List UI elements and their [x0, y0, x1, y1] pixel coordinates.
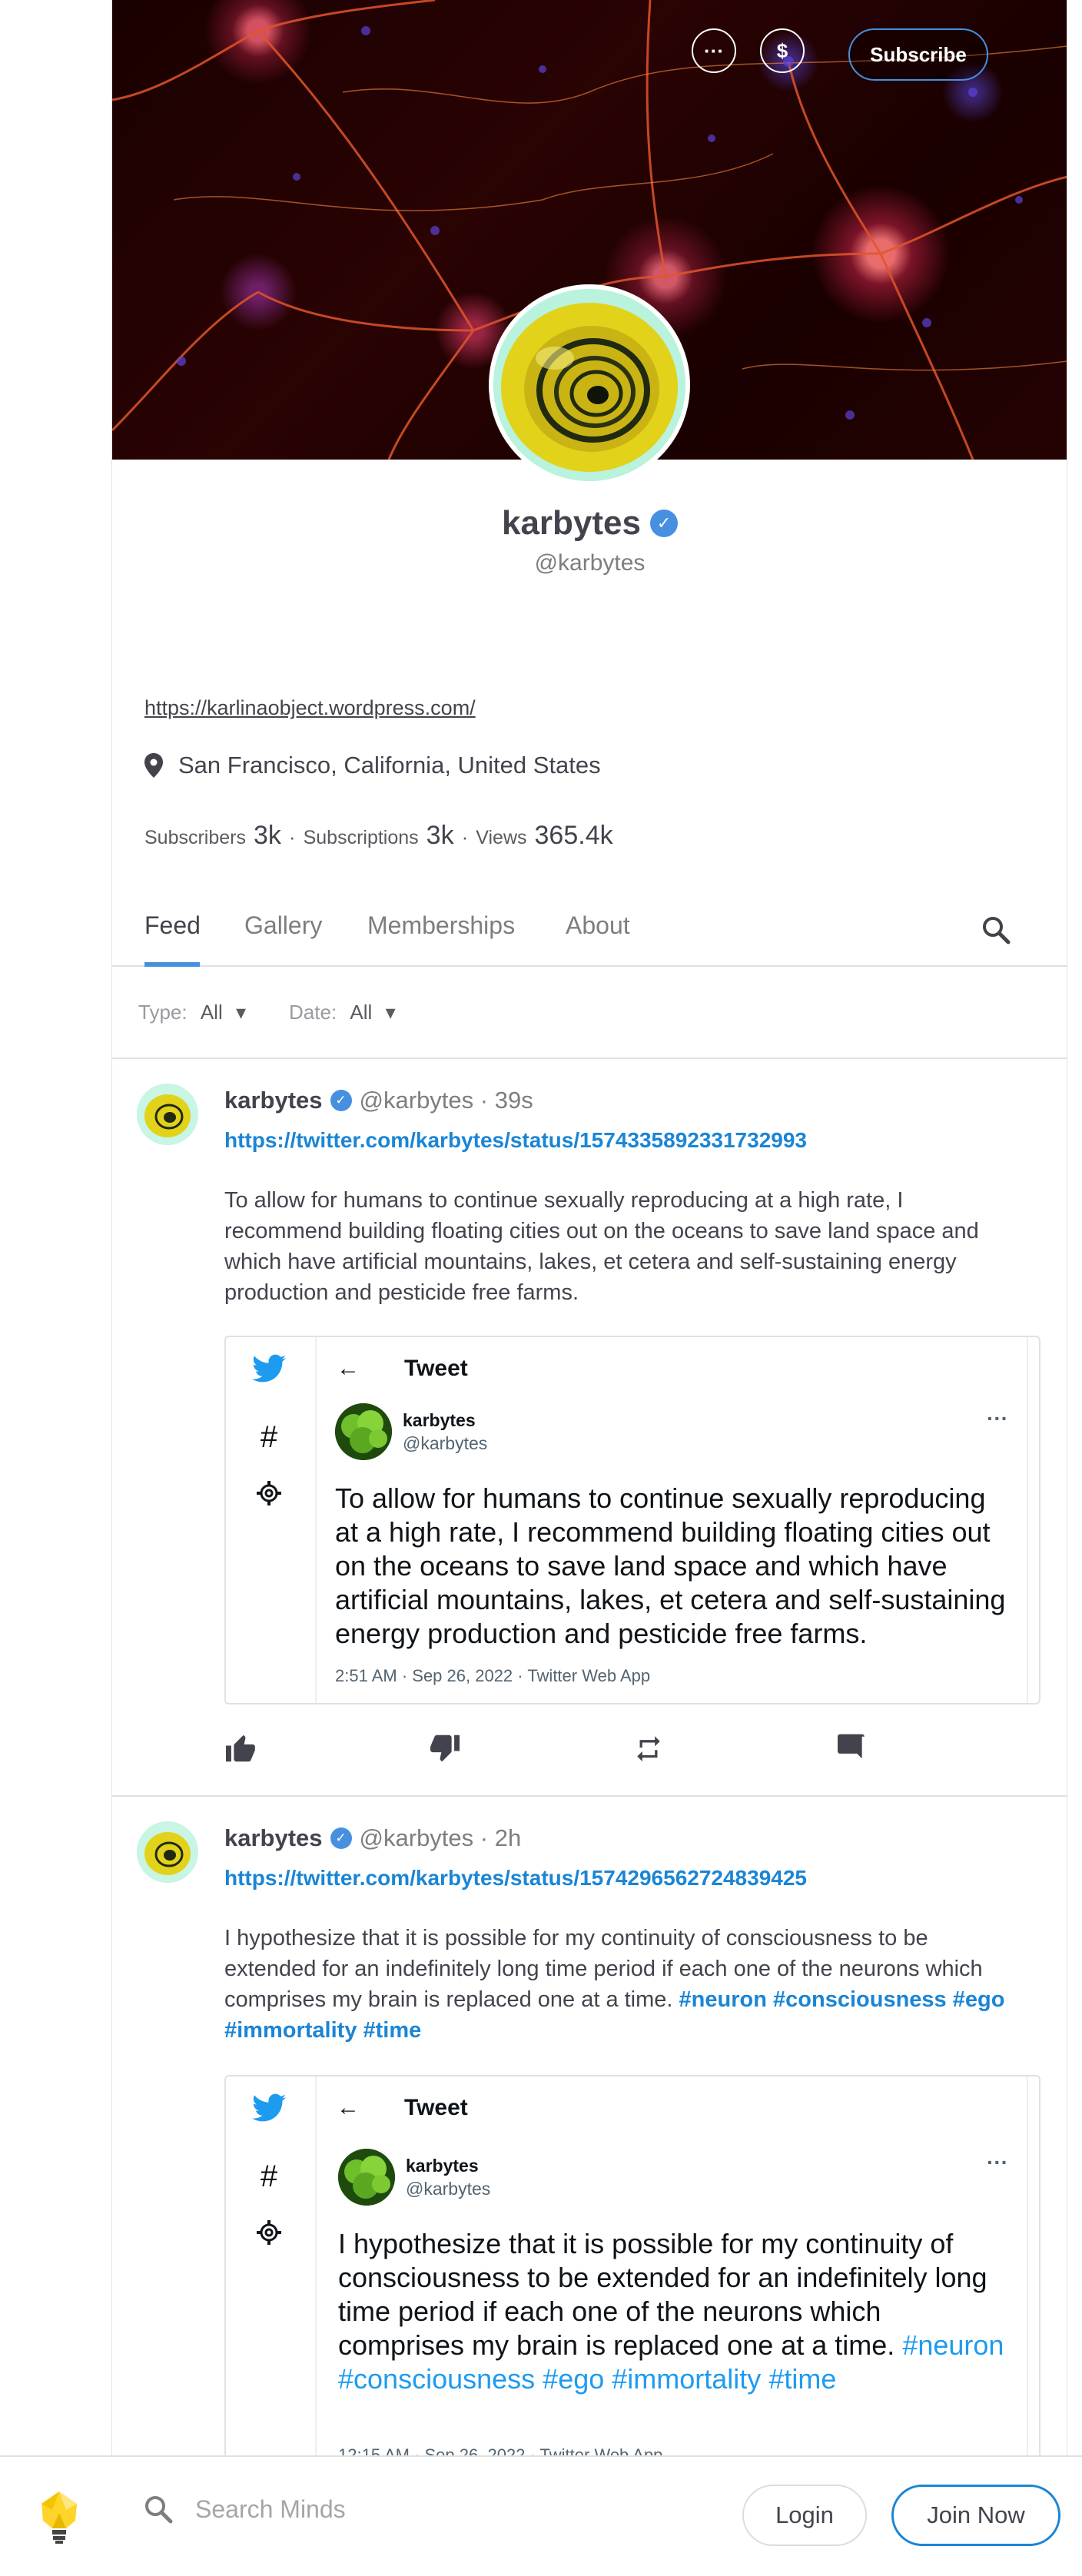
- verified-icon: ✓: [330, 1090, 352, 1111]
- hashtag-link[interactable]: #ego: [952, 1987, 1005, 2012]
- tweet-header: [337, 1356, 468, 1382]
- join-now-button[interactable]: Join Now: [891, 2485, 1060, 2546]
- channel-tabs: [112, 891, 1067, 967]
- hashtag-link[interactable]: #neuron: [679, 1987, 767, 2012]
- post-text: To allow for humans to continue sexually reproducing at a high rate, I recommend building floating cities out on the oceans to save land space and which have artificial mountains, lakes, et cetera and self-sustaining energy production and pesticide free farms.: [224, 1188, 979, 1305]
- bottom-bar: [0, 2455, 1082, 2576]
- type-filter-label: Type:: [138, 1000, 188, 1024]
- twitter-logo-icon: [246, 2093, 292, 2126]
- post-author-avatar[interactable]: [137, 1821, 198, 1883]
- channel-page: [112, 0, 1067, 2576]
- tweet-more-icon[interactable]: ···: [987, 1406, 1008, 1430]
- channel-name-row: [112, 504, 1067, 543]
- post-actions: [224, 1734, 1042, 1767]
- hashtag-icon: #: [260, 1420, 278, 1454]
- views-label: Views: [476, 827, 527, 848]
- avatar-image: [493, 289, 685, 481]
- tweet-user-avatar[interactable]: [335, 1403, 392, 1460]
- channel-handle: @karbytes: [534, 550, 646, 576]
- post-handle-time[interactable]: @karbytes · 2h: [359, 1824, 522, 1851]
- remind-button[interactable]: [633, 1734, 838, 1767]
- tab-gallery[interactable]: Gallery: [244, 911, 323, 939]
- tab-feed[interactable]: Feed: [144, 911, 201, 939]
- type-filter-value: All: [200, 1000, 223, 1024]
- post-author-name[interactable]: karbytes: [224, 1824, 323, 1851]
- search-channel-button[interactable]: [981, 915, 1011, 949]
- gear-icon: [246, 2219, 292, 2249]
- tweet-text: [338, 2227, 1007, 2396]
- avatar-image: [137, 1084, 198, 1145]
- twitter-sidebar: [226, 1337, 317, 1703]
- subscribe-button[interactable]: Subscribe: [848, 28, 988, 81]
- channel-stats: [144, 821, 613, 851]
- tab-memberships[interactable]: Memberships: [367, 911, 516, 939]
- post-handle-time[interactable]: @karbytes · 39s: [359, 1087, 533, 1114]
- back-arrow-icon[interactable]: ←: [337, 2095, 360, 2120]
- chevron-down-icon: ▾: [385, 1000, 396, 1024]
- comment-button[interactable]: [838, 1734, 1042, 1767]
- date-filter[interactable]: [289, 1001, 396, 1024]
- tweet-title: Tweet: [404, 2095, 468, 2120]
- date-filter-value: All: [350, 1000, 373, 1024]
- tweet-user-handle[interactable]: @karbytes: [403, 1433, 488, 1453]
- tweet-body: [317, 1337, 1028, 1703]
- twitter-sidebar: [226, 2076, 317, 2490]
- dollar-icon: $: [776, 38, 788, 62]
- tweet-user: [338, 2149, 490, 2206]
- tab-about[interactable]: About: [566, 911, 630, 939]
- tweet-text: To allow for humans to continue sexually reproducing at a high rate, I recommend building floating cities out on the oceans to save land space and which have artificial mountains, lakes, et cetera and self-sustaining energy production and pesticide free farms.: [335, 1482, 1006, 1649]
- back-arrow-icon[interactable]: ←: [337, 1356, 360, 1381]
- post-header: [224, 1824, 521, 1852]
- tweet-meta[interactable]: 2:51 AM · Sep 26, 2022 · Twitter Web App: [335, 1666, 651, 1685]
- feed-filters: [112, 967, 1067, 1059]
- tweet-user-name[interactable]: karbytes: [406, 2156, 479, 2176]
- hashtag-link[interactable]: #immortality: [612, 2363, 762, 2395]
- hashtag-link[interactable]: #time: [363, 2018, 422, 2043]
- comment-icon: [838, 1734, 867, 1761]
- tweet-user-name[interactable]: karbytes: [403, 1410, 476, 1430]
- subscribers-label[interactable]: Subscribers: [144, 827, 246, 848]
- repost-icon: [633, 1734, 664, 1761]
- search-icon: [981, 915, 1011, 945]
- hashtag-link[interactable]: #consciousness: [338, 2363, 536, 2395]
- stats-separator: ·: [288, 825, 296, 848]
- login-button[interactable]: Login: [742, 2485, 867, 2546]
- avatar-image: [137, 1821, 198, 1883]
- more-icon: ···: [704, 38, 724, 62]
- channel-website-link[interactable]: https://karlinaobject.wordpress.com/: [144, 696, 476, 719]
- thumbs-down-icon: [429, 1734, 461, 1763]
- more-options-button[interactable]: [692, 28, 736, 73]
- twitter-logo-icon: [246, 1354, 292, 1387]
- hashtag-link[interactable]: #ego: [543, 2363, 605, 2395]
- tweet-text-body: I hypothesize that it is possible for my continuity of consciousness to be extended for an indefinitely long time period if each one of the neurons which comprises my brain is replaced one at a time.: [338, 2228, 987, 2361]
- tweet-user: [335, 1403, 487, 1460]
- channel-name: karbytes: [501, 504, 641, 542]
- verified-icon: ✓: [650, 510, 678, 537]
- post-text: [224, 1923, 1024, 2046]
- tweet-embed[interactable]: [224, 2075, 1041, 2490]
- minds-logo-icon[interactable]: [37, 2490, 81, 2549]
- date-filter-label: Date:: [289, 1000, 337, 1024]
- views-count: 365.4k: [534, 821, 613, 850]
- chevron-down-icon: ▾: [235, 1000, 247, 1024]
- avatar-image: [338, 2149, 395, 2206]
- hashtag-icon: #: [260, 2159, 278, 2193]
- side-rail: [0, 0, 112, 2576]
- subscriptions-label[interactable]: Subscriptions: [303, 827, 419, 848]
- hashtag-link[interactable]: #immortality: [224, 2018, 357, 2043]
- feed-post: [112, 1061, 1067, 1797]
- subscriptions-count[interactable]: 3k: [426, 821, 454, 850]
- post-header: [224, 1087, 533, 1114]
- post-text-body: I hypothesize that it is possible for my continuity of consciousness to be extended for an indefinitely long time period if each one of the neurons which comprises my brain is replaced one at a time.: [224, 1926, 983, 2012]
- search-icon: [143, 2494, 174, 2525]
- post-author-avatar[interactable]: [137, 1084, 198, 1145]
- channel-location: [144, 752, 601, 779]
- post-link[interactable]: https://twitter.com/karbytes/status/1574296562724839425: [224, 1866, 807, 1890]
- channel-avatar[interactable]: [489, 284, 690, 486]
- stats-separator: ·: [461, 825, 469, 848]
- verified-icon: ✓: [330, 1827, 352, 1849]
- hashtag-link[interactable]: #neuron: [902, 2329, 1004, 2361]
- location-pin-icon: [144, 753, 163, 778]
- tip-button[interactable]: [760, 28, 805, 73]
- thumbs-up-icon: [224, 1734, 257, 1763]
- feed-post: [112, 1798, 1067, 2490]
- type-filter[interactable]: [138, 1001, 246, 1024]
- location-text: San Francisco, California, United States: [178, 752, 601, 778]
- tweet-header: [337, 2095, 468, 2121]
- hashtag-link[interactable]: #consciousness: [773, 1987, 947, 2012]
- gear-icon: [246, 1480, 292, 1510]
- avatar-image: [335, 1403, 392, 1460]
- hashtag-link[interactable]: #time: [768, 2363, 837, 2395]
- tweet-user-handle[interactable]: @karbytes: [406, 2179, 491, 2199]
- tweet-user-avatar[interactable]: [338, 2149, 395, 2206]
- search-minds[interactable]: [143, 2494, 346, 2525]
- tweet-embed[interactable]: [224, 1336, 1041, 1705]
- post-link[interactable]: https://twitter.com/karbytes/status/1574335892331732993: [224, 1128, 807, 1152]
- thumbs-down-button[interactable]: [429, 1734, 633, 1767]
- tweet-more-icon[interactable]: ···: [987, 2150, 1008, 2174]
- subscribers-count[interactable]: 3k: [254, 821, 281, 850]
- thumbs-up-button[interactable]: [224, 1734, 429, 1767]
- search-input[interactable]: Search Minds: [195, 2495, 346, 2523]
- post-author-name[interactable]: karbytes: [224, 1087, 323, 1114]
- tweet-title: Tweet: [404, 1356, 468, 1381]
- tweet-body: [317, 2076, 1028, 2490]
